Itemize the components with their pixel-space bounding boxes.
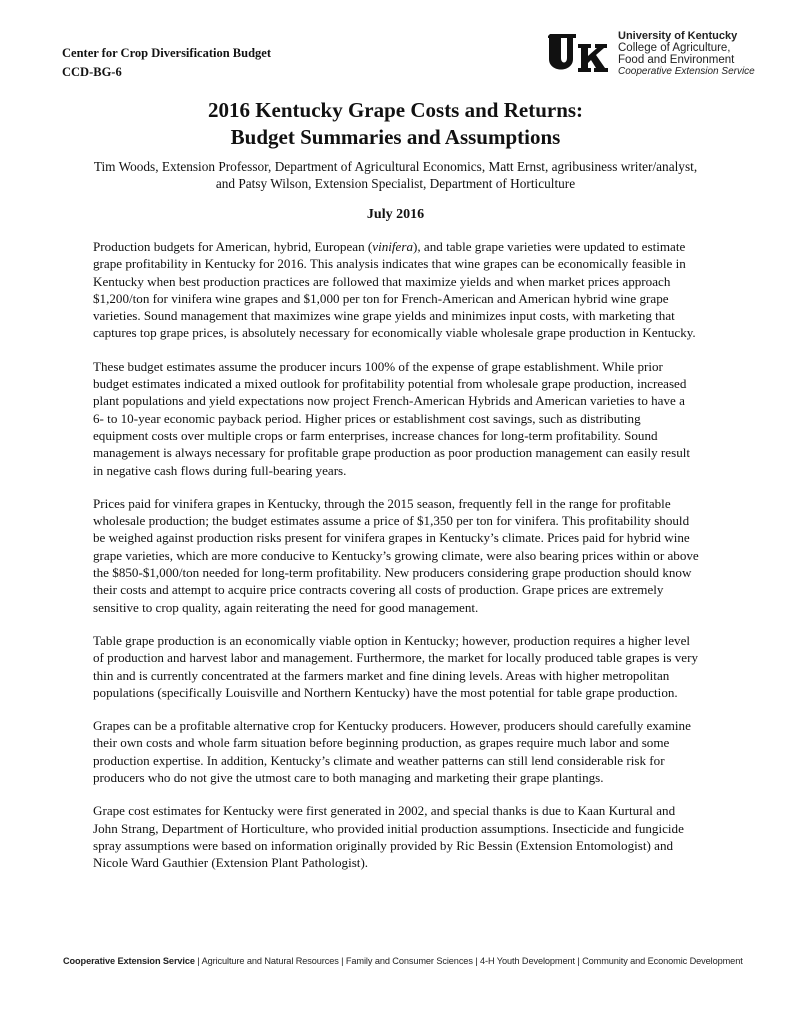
university-logo [548, 30, 755, 78]
document-body [93, 238, 699, 888]
authors: Tim Woods, Extension Professor, Department of Agricultural Economics, Matt Ernst, agribusiness writer/analyst, and Patsy Wilson, Extension Specialist, Department of Horticulture [93, 159, 698, 191]
logo-extension: Cooperative Extension Service [618, 66, 755, 77]
document-code: CCD-BG-6 [62, 65, 122, 79]
logo-university: University of Kentucky [618, 30, 738, 42]
paragraph-5: Grapes can be a profitable alternative crop for Kentucky producers. However, producers should carefully examine their own costs and whole farm situation before beginning production, as grapes require much labor and some production expertise. In addition, Kentucky’s climate and weather patterns can still lend considerable risk for producers who do not give the utmost care to both managing and marketing their grape plantings. [93, 718, 691, 786]
paragraph-2: These budget estimates assume the producer incurs 100% of the expense of grape establishment. While prior budget estimates indicated a mixed outlook for profitability potential from wholesale grape production, increased plant populations and yield expectations now project French-American Hybrids and American varieties to have a 6- to 10-year economic payback period. Higher prices or establishment cost savings, such as distributing equipment costs over multiple crops or farm enterprises, increase chances for long-term profitability. Sound management is always necessary for profitable grape production as poor production management can easily result in negative cash flows during full-bearing years. [93, 358, 691, 478]
paragraph-1-emphasis: vinifera [372, 239, 413, 254]
title-line-2: Budget Summaries and Assumptions [230, 125, 561, 149]
page-footer [63, 956, 743, 966]
footer-lead: Cooperative Extension Service [63, 956, 195, 966]
paragraph-1-part-a: Production budgets for American, hybrid, European ( [93, 239, 373, 254]
logo-college-line2: Food and Environment [618, 54, 735, 66]
center-name: Center for Crop Diversification Budget [62, 46, 272, 60]
paragraph-6: Grape cost estimates for Kentucky were first generated in 2002, and special thanks is due to Kaan Kurtural and John Strang, Department of Horticulture, who provided initial production assumptions. Insecticide and fungicide spray assumptions were based on information originally provided by Ric Bessin (Extension Entomologist) and Nicole Ward Gauthier (Extension Plant Pathologist). [93, 803, 684, 871]
document-header [62, 44, 271, 82]
publication-date: July 2016 [366, 207, 425, 222]
paragraph-3: Prices paid for vinifera grapes in Kentucky, through the 2015 season, frequently fell in the range for profitable wholesale production; the budget estimates assume a price of $1,350 per ton for vinifera. This profitability should be weighed against production risks present for vinifera grapes in Kentucky’s climate. Prices paid for hybrid wine grape varieties, which are more conducive to Kentucky’s growing climate, were also bearing prices within or above the $850-$1,000/ton needed for long-term profitability. New producers considering grape production should know their costs and attempt to acquire price contracts covering all costs of production. Grape prices are extremely sensitive to crop quality, again reiterating the need for good management. [93, 495, 699, 615]
logo-wordmark [618, 30, 755, 78]
document-title [0, 97, 791, 151]
paragraph-4: Table grape production is an economically viable option in Kentucky; however, production requires a higher level of production and harvest labor and management. Furthermore, the market for locally produced table grapes is very thin and is currently concentrated at the farmers market and fine dining levels. Areas with higher metropolitan populations (specifically Louisville and Northern Kentucky) have the most potential for table grape production. [93, 632, 699, 700]
paragraph-1 [93, 238, 699, 342]
logo-college-line1: College of Agriculture, [618, 42, 731, 54]
uk-logo-icon [548, 30, 610, 78]
title-line-1: 2016 Kentucky Grape Costs and Returns: [207, 98, 584, 122]
footer-programs: | Agriculture and Natural Resources | Family and Consumer Sciences | 4-H Youth Development | Community and Economic Development [194, 956, 743, 966]
paragraph-1-part-b: ), and table grape varieties were updated to estimate grape profitability in Kentucky for 2016. This analysis indicates that wine grapes can be economically feasible in Kentucky when best production practices are followed that maximize yields and when market prices approach $1,200/ton for vinifera wine grapes and $1,000 per ton for French-American and American hybrid wine grape varieties. Sound management that maximizes wine grape yields and minimizes input costs, with marketing that captures top grape prices, is absolutely necessary for economically viable wholesale grape production in Kentucky. [93, 239, 696, 341]
